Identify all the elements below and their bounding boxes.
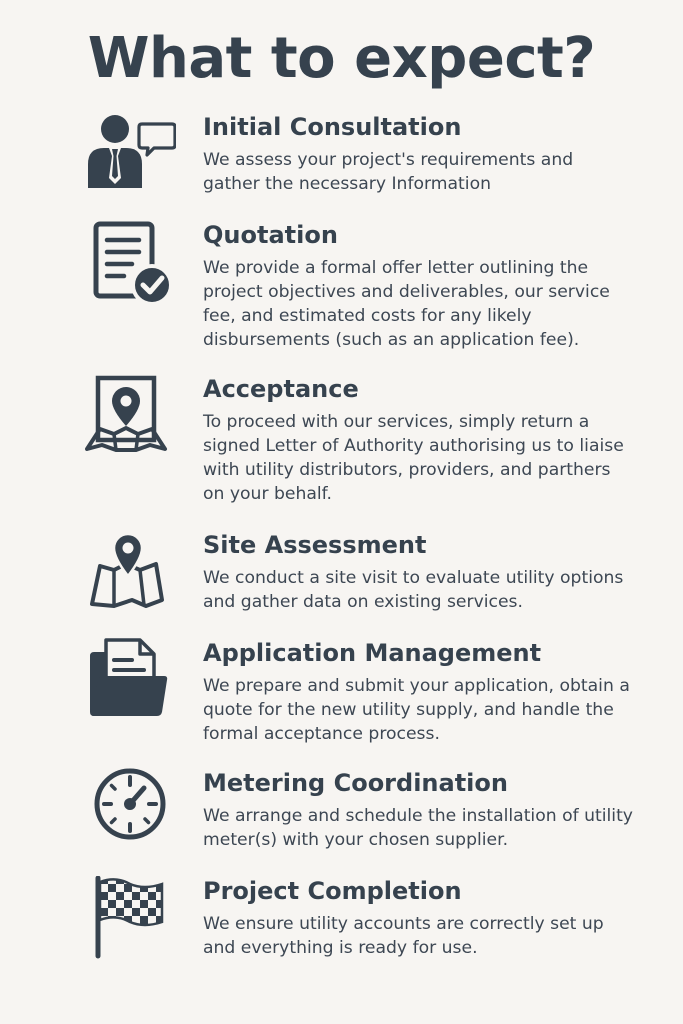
step-description: We arrange and schedule the installation of utility meter(s) with your chosen supplier.: [203, 806, 633, 850]
step-title: Site Assessment: [203, 531, 427, 559]
page-title: What to expect?: [87, 26, 596, 91]
step-description: We assess your project's requirements and gather the necessary Information: [203, 150, 574, 194]
document-check-icon: [84, 220, 176, 310]
step-title: Metering Coordination: [203, 769, 508, 797]
step-description: To proceed with our services, simply return a signed Letter of Authority authorising us to liaise with utility distributors, providers, and parthers on your behalf.: [203, 412, 624, 504]
step-description: We provide a formal offer letter outlining the project objectives and deliverables, our service fee, and estimated costs for any likely disbursements (such as an application fee).: [203, 258, 610, 350]
step-title: Acceptance: [203, 375, 359, 403]
step-description: We prepare and submit your application, obtain a quote for the new utility supply, and handle the formal acceptance process.: [203, 676, 630, 744]
framed-map-pin-icon: [84, 374, 176, 464]
step-title: Quotation: [203, 221, 338, 249]
map-pin-icon: [84, 530, 176, 620]
step-title: Project Completion: [203, 877, 462, 905]
step-description: We ensure utility accounts are correctly set up and everything is ready for use.: [203, 914, 604, 958]
step-description: We conduct a site visit to evaluate utility options and gather data on existing services.: [203, 568, 624, 612]
meter-gauge-icon: [84, 768, 176, 858]
step-title: Initial Consultation: [203, 113, 462, 141]
step-title: Application Management: [203, 639, 542, 667]
folder-document-icon: [84, 638, 176, 728]
person-with-speech-bubble-icon: [84, 112, 176, 202]
checkered-flag-icon: [84, 876, 176, 966]
